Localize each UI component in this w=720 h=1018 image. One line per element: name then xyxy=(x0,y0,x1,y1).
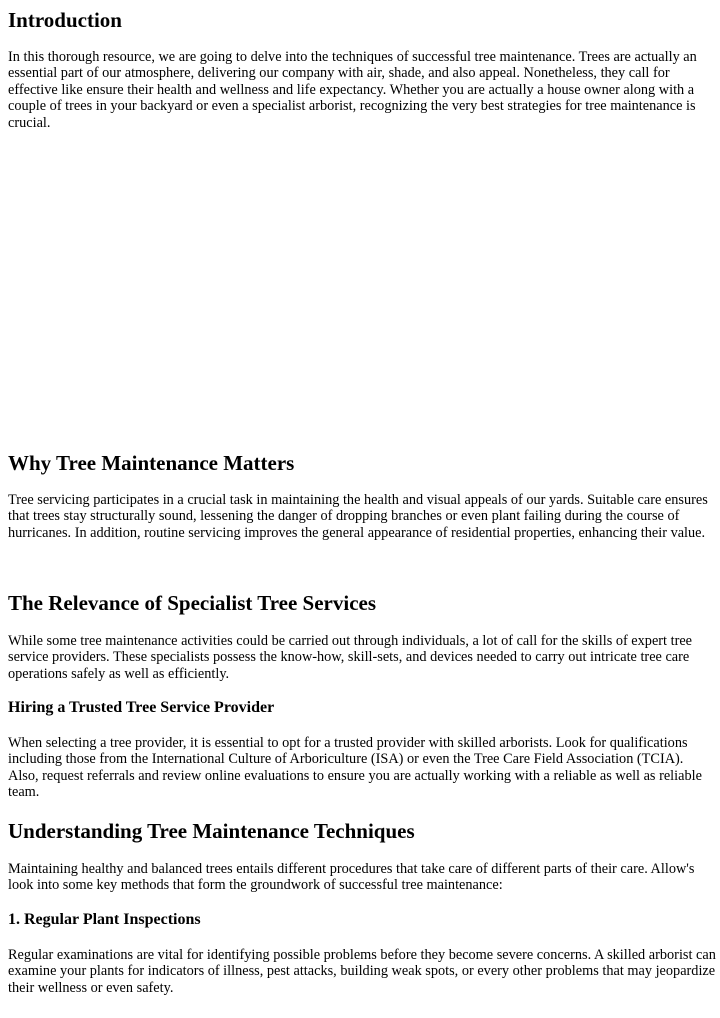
blank-space xyxy=(8,142,712,442)
heading-maintenance-techniques: Understanding Tree Maintenance Techniques xyxy=(8,819,415,843)
heading-relevance-specialist-services: The Relevance of Specialist Tree Services xyxy=(8,591,377,615)
paragraph-hiring-provider: When selecting a tree provider, it is essential to opt for a trusted provider with skilled arborists. Look for qualifications including those from the International Culture of Arboriculture (ISA) or even the Tree Care Field Association (TCIA). Also, request referrals and review online evaluations to ensure you are actually working with a reliable as well as reliable team. xyxy=(8,735,702,801)
heading-hiring-provider: Hiring a Trusted Tree Service Provider xyxy=(8,699,275,716)
heading-regular-inspections: 1. Regular Plant Inspections xyxy=(8,911,201,928)
paragraph-introduction: In this thorough resource, we are going to delve into the techniques of successful tree maintenance. Trees are actually an essential part of our atmosphere, delivering our company with air, shade, and also appeal. Nonetheless, they call for effective like ensure their health and wellness and life expectancy. Whether you are actually a house owner along with a couple of trees in your backyard or even a specialist arborist, recognizing the very best strategies for tree maintenance is crucial. xyxy=(8,49,697,131)
heading-why-maintenance-matters: Why Tree Maintenance Matters xyxy=(8,451,295,475)
paragraph-relevance-specialist-services: While some tree maintenance activities could be carried out through individuals, a lot of call for the skills of expert tree service providers. These specialists possess the know-how, skill-sets, and devices needed to carry out intricate tree care operations safely as well as efficiently. xyxy=(8,633,693,682)
paragraph-why-maintenance-matters: Tree servicing participates in a crucial task in maintaining the health and visual appeals of our yards. Suitable care ensures that trees stay structurally sound, lessening the danger of dropping branches or even plant failing during the course of hurricanes. In addition, routine servicing improves the general appearance of residential properties, enhancing their value. xyxy=(8,492,708,541)
paragraph-maintenance-techniques: Maintaining healthy and balanced trees entails different procedures that take care of different parts of their care. Allow's look into some key methods that form the groundwork of successful tree maintenance: xyxy=(8,861,695,894)
heading-introduction: Introduction xyxy=(8,8,122,32)
paragraph-regular-inspections: Regular examinations are vital for identifying possible problems before they become severe concerns. A skilled arborist can examine your plants for indicators of illness, pest attacks, building weak spots, or every other problems that may jeopardize their wellness or even safety. xyxy=(8,947,716,996)
